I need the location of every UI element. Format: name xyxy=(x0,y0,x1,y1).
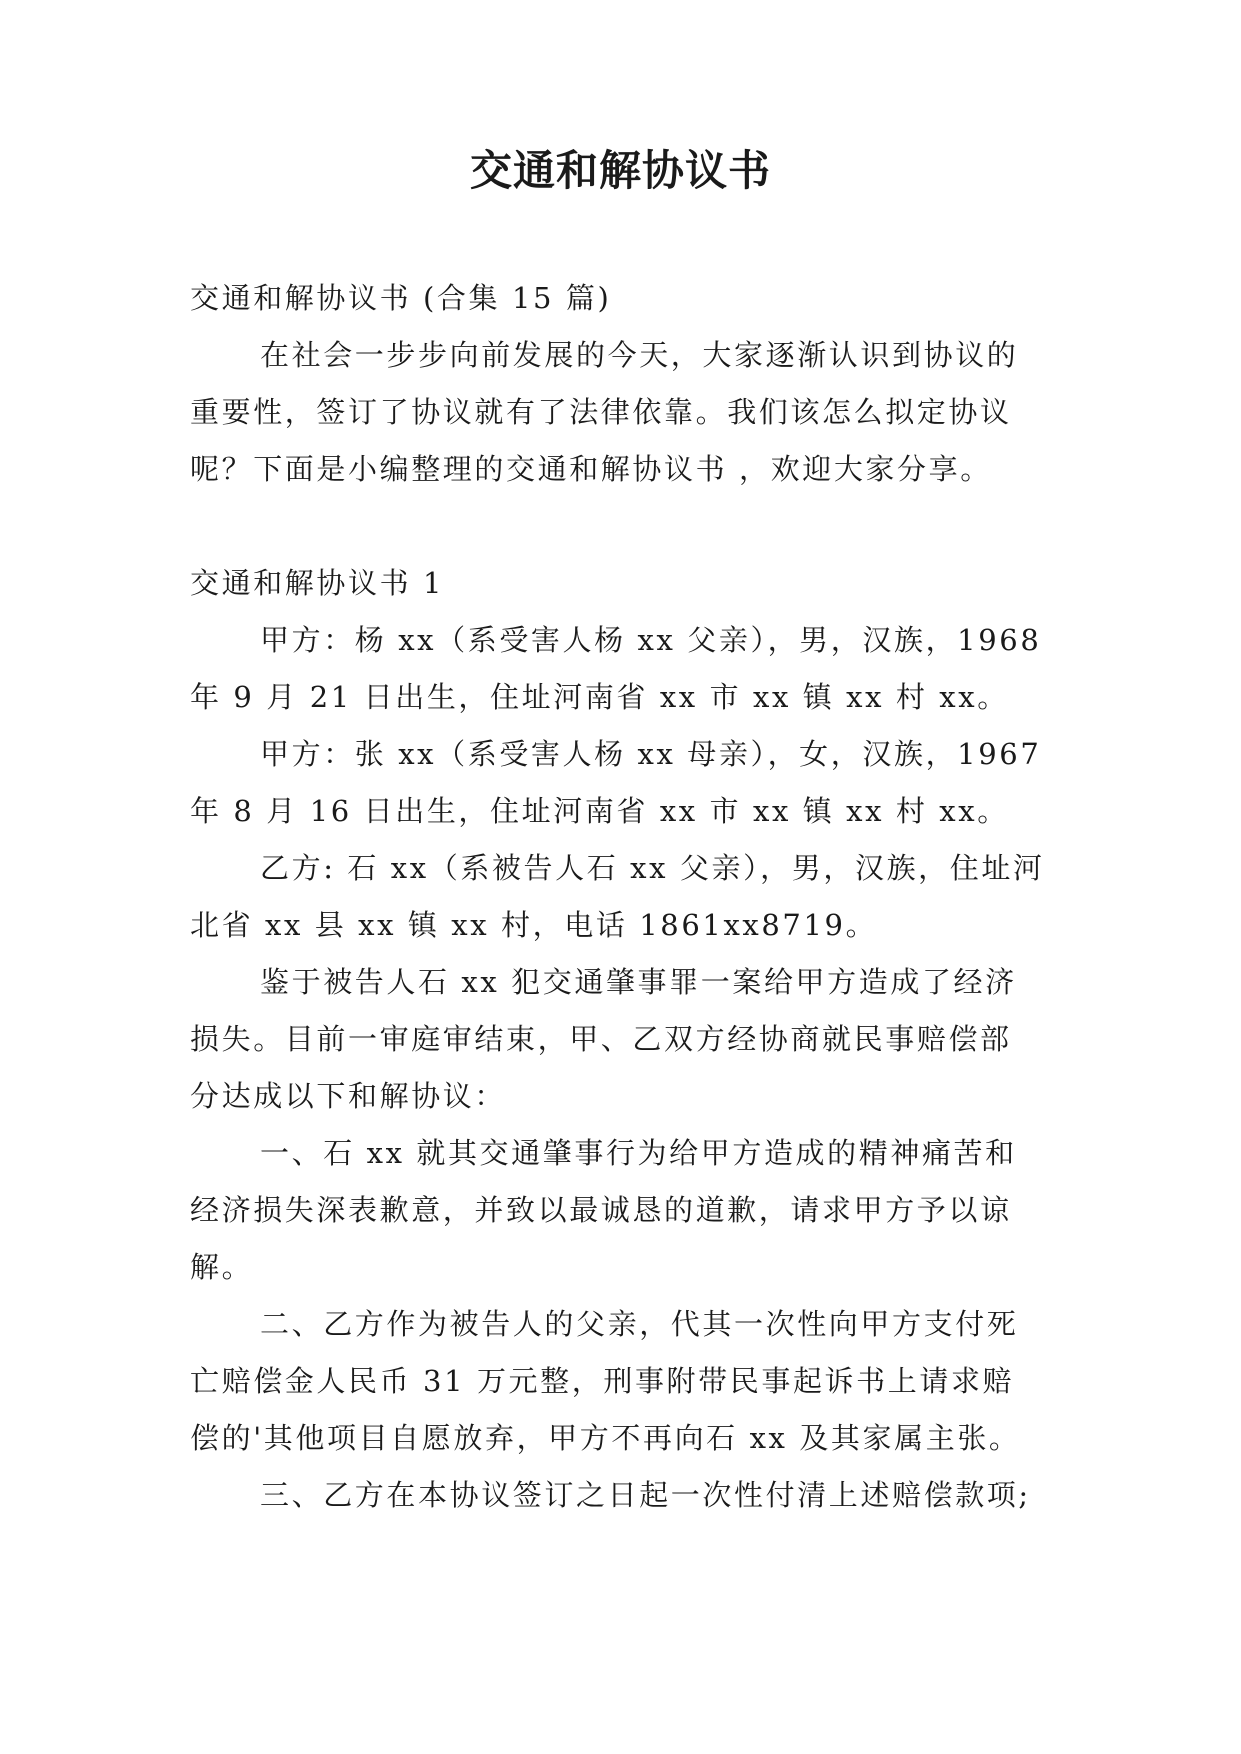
preamble-line: 分达成以下和解协议： xyxy=(190,1079,507,1113)
party-b-line: 乙方: 石 xx（系被告人石 xx 父亲），男，汉族，住址河 xyxy=(260,851,1045,885)
party-a2-line: 年 8 月 16 日出生，住址河南省 xx 市 xx 镇 xx 村 xx。 xyxy=(190,794,1009,828)
clause2-line: 二、乙方作为被告人的父亲，代其一次性向甲方支付死 xyxy=(260,1307,1019,1341)
section-heading: 交通和解协议书 1 xyxy=(190,566,445,600)
party-a2-line: 甲方：张 xx（系受害人杨 xx 母亲），女，汉族，1967 xyxy=(260,737,1042,771)
party-a1-line: 甲方：杨 xx（系受害人杨 xx 父亲），男，汉族，1968 xyxy=(260,623,1042,657)
clause2-line: 亡赔偿金人民币 31 万元整，刑事附带民事起诉书上请求赔 xyxy=(190,1364,1015,1398)
document-body xyxy=(190,270,1050,1524)
document-title: 交通和解协议书 xyxy=(469,146,771,195)
clause1-line: 经济损失深表歉意，并致以最诚恳的道歉，请求甲方予以谅 xyxy=(190,1193,1012,1227)
clause1-line: 一、石 xx 就其交通肇事行为给甲方造成的精神痛苦和 xyxy=(260,1136,1017,1170)
paragraph-gap xyxy=(190,498,1050,555)
intro-line: 重要性，签订了协议就有了法律依靠。我们该怎么拟定协议 xyxy=(190,395,1012,429)
preamble-line: 损失。目前一审庭审结束，甲、乙双方经协商就民事赔偿部 xyxy=(190,1022,1012,1056)
intro-line: 呢？下面是小编整理的交通和解协议书 ，欢迎大家分享。 xyxy=(190,452,992,486)
clause1-line: 解。 xyxy=(190,1250,254,1284)
clause2-line: 偿的'其他项目自愿放弃，甲方不再向石 xx 及其家属主张。 xyxy=(190,1421,1021,1455)
party-a1-line: 年 9 月 21 日出生，住址河南省 xx 市 xx 镇 xx 村 xx。 xyxy=(190,680,1009,714)
clause3-line: 三、乙方在本协议签订之日起一次性付清上述赔偿款项; xyxy=(260,1478,1031,1512)
document-subtitle: 交通和解协议书 (合集 15 篇) xyxy=(190,281,612,315)
party-b-line: 北省 xx 县 xx 镇 xx 村，电话 1861xx8719。 xyxy=(190,908,878,942)
intro-line: 在社会一步步向前发展的今天，大家逐渐认识到协议的 xyxy=(260,338,1019,372)
preamble-line: 鉴于被告人石 xx 犯交通肇事罪一案给甲方造成了经济 xyxy=(260,965,1017,999)
